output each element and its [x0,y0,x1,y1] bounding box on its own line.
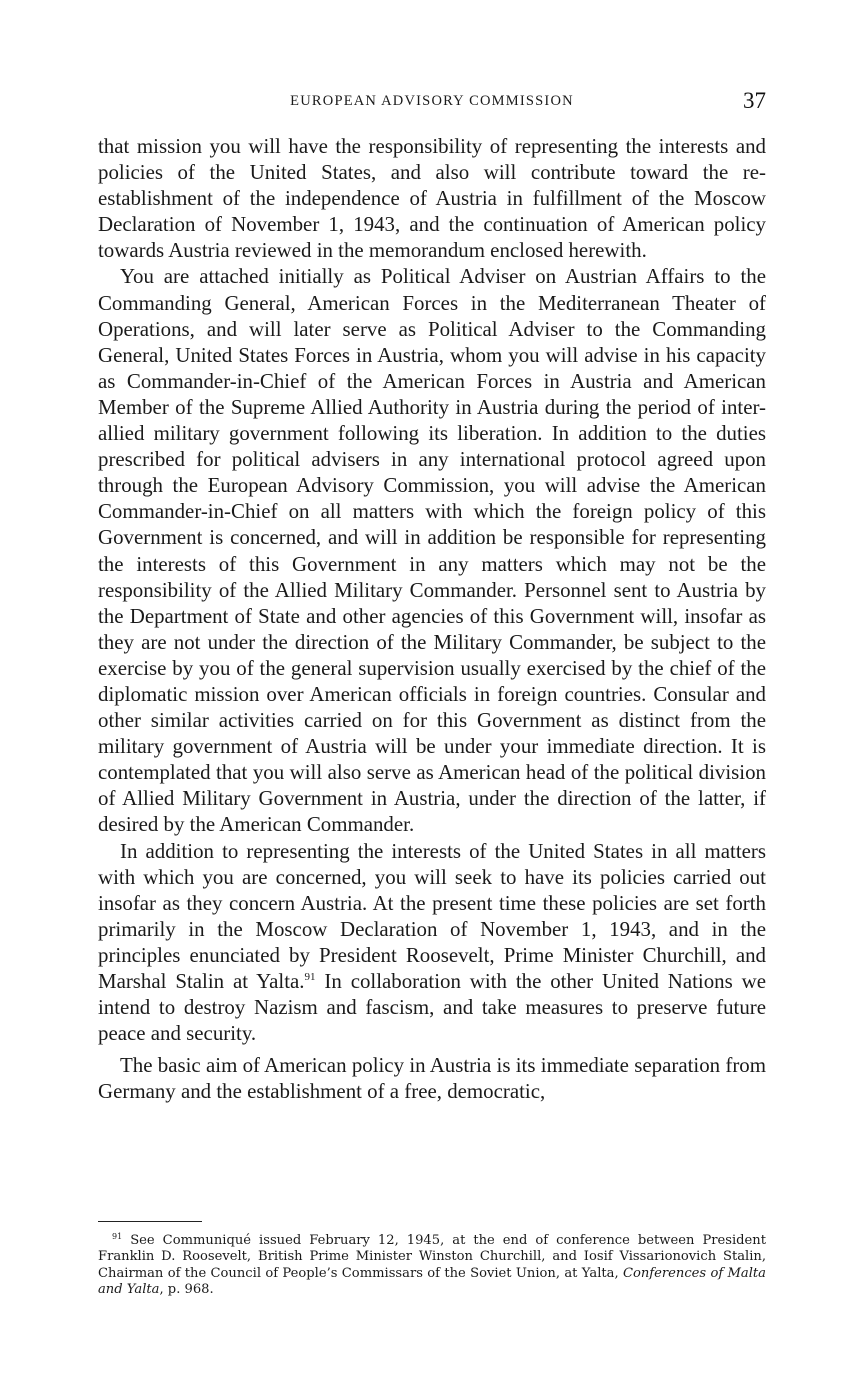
footnote-paragraph [98,1233,766,1299]
footnote-number: 91 [112,1232,123,1241]
paragraph: You are attached initially as Political Adviser on Austrian Affairs to the Commanding General, American Forces in the Mediterranean Theater of Operations, and will later serve as Political Adviser to the Commanding General, United States Forces in Austria, whom you will advise in his capacity as Commander-in-Chief of the American Forces in Austria and American Member of the Supreme Allied Authority in Austria during the period of inter-allied military government following its liberation. In addition to the duties prescribed for political advisers in any international protocol agreed upon through the European Advisory Commission, you will advise the American Commander-in-Chief on all matters with which the foreign policy of this Government is concerned, and will in addition be responsible for representing the interests of this Government in any matters which may not be the responsibility of the Allied Military Commander. Personnel sent to Austria by the Department of State and other agencies of this Government will, insofar as they are not under the direction of the Military Commander, be subject to the exercise by you of the general supervision usually exercised by the chief of the diplomatic mission over American officials in foreign countries. Consular and other similar activities carried on for this Government as distinct from the military government of Austria will be under your immediate direction. It is contemplated that you will also serve as American head of the political division of Allied Military Government in Austria, under the direction of the latter, if desired by the American Commander. [98,264,766,837]
paragraph [98,838,766,1047]
running-head [98,88,766,114]
paragraph: that mission you will have the responsibility of representing the interests and policies of the United States, and also will contribute toward the re-establishment of the independence of Austria in fulfillment of the Moscow Declaration of November 1, 1943, and the continuation of American policy towards Austria reviewed in the memorandum enclosed herewith. [98,134,766,263]
footnote-text: , p. 968. [159,1282,214,1298]
footnote-text: See Communiqué issued February 12, 1945, at the end of conference between President Franklin D. Roosevelt, British Prime Minister Winston Churchill, and Iosif Vissarionovich Stalin, Chairman of the Council of People’s Commissars of the Soviet Union, at Yalta, [98,1233,766,1281]
footnote-reference[interactable]: 91 [304,971,316,983]
footnote [98,1233,766,1299]
running-title: EUROPEAN ADVISORY COMMISSION [290,93,574,109]
footnote-citation-title: Conferences of Malta and Yalta [98,1265,766,1298]
page-number: 37 [743,88,766,113]
body-text [98,133,766,1104]
paragraph-text: In addition to representing the interests of the United States in all matters with which you are concerned, you will seek to have its policies carried out insofar as they concern Austria. At the present time these policies are set forth primarily in the Moscow Declaration of November 1, 1943, and in the principles enunciated by President Roosevelt, Prime Minister Churchill, and Marshal Stalin at Yalta. [98,838,766,993]
paragraph-text: In collaboration with the other United Nations we intend to destroy Nazism and fascism, and take measures to preserve future peace and security. [98,969,766,1046]
footnote-divider [98,1221,202,1222]
paragraph: The basic aim of American policy in Austria is its immediate separation from Germany and the establishment of a free, democratic, [98,1053,766,1104]
